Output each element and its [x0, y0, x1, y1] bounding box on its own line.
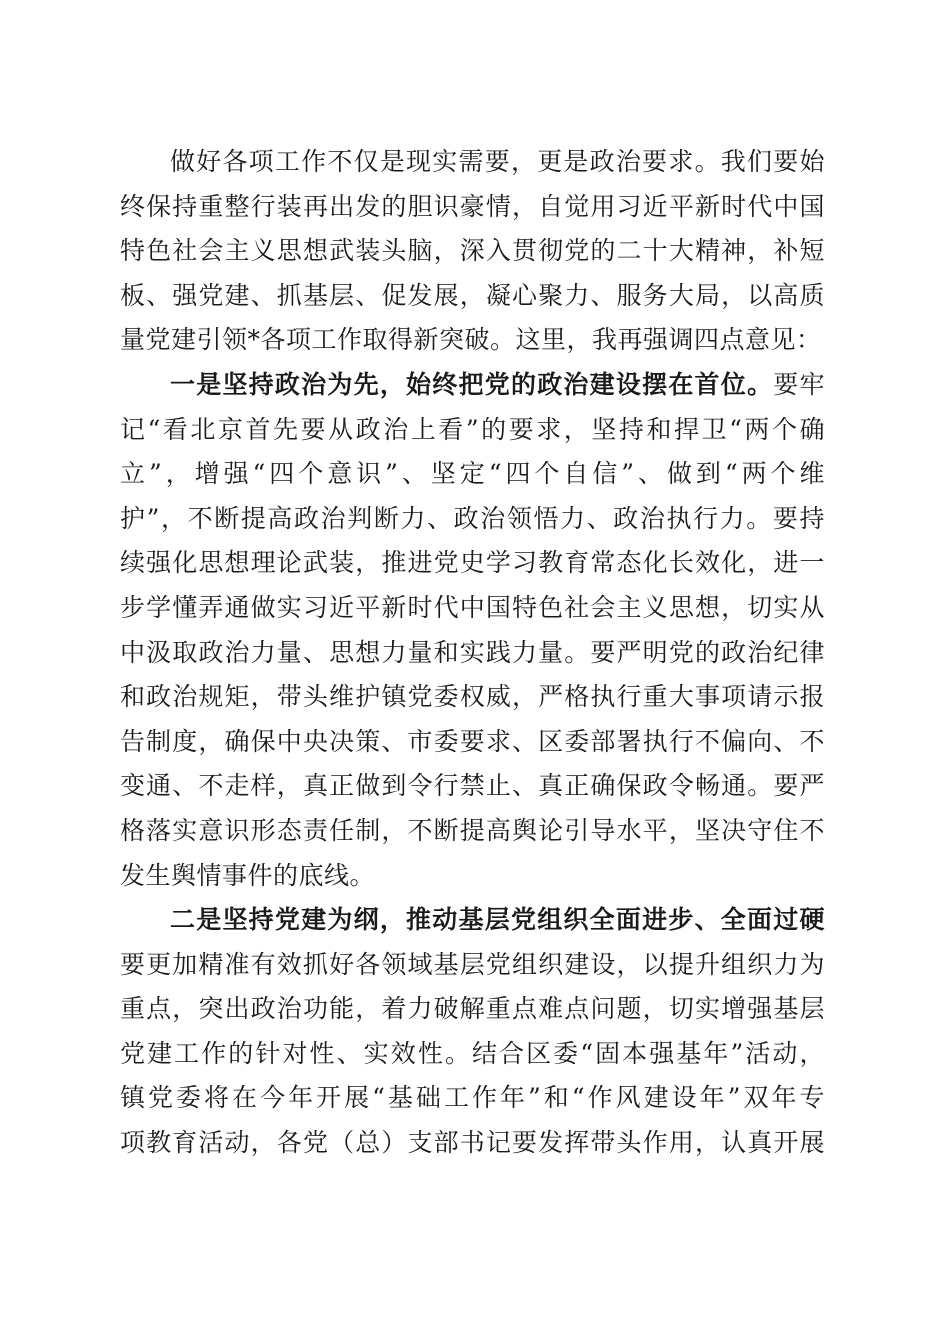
- paragraph-point-one: [120, 363, 825, 898]
- text-line: 步学懂弄通做实习近平新时代中国特色社会主义思想，切实从: [120, 592, 825, 622]
- text-line: 告制度，确保中央决策、市委要求、区委部署执行不偏向、不: [120, 726, 825, 756]
- text-line: 镇党委将在今年开展“基础工作年”和“作风建设年”双年专: [120, 1083, 825, 1113]
- text-line: 党建工作的针对性、实效性。结合区委“固本强基年”活动，: [120, 1038, 825, 1068]
- text-line: 和政治规矩，带头维护镇党委权威，严格执行重大事项请示报: [120, 682, 825, 712]
- paragraph-intro: [120, 140, 825, 363]
- text-line-with-lead: [120, 363, 825, 408]
- text-line: 做好各项工作不仅是现实需要，更是政治要求。我们要始: [170, 147, 825, 176]
- text-line: 变通、不走样，真正做到令行禁止、真正确保政令畅通。要严: [120, 771, 825, 801]
- text-line: 终保持重整行装再出发的胆识豪情，自觉用习近平新时代中国: [120, 191, 825, 221]
- text-line: 项教育活动，各党（总）支部书记要发挥带头作用，认真开展: [120, 1128, 825, 1158]
- text-line: 续强化思想理论武装，推进党史学习教育常态化长效化，进一: [120, 548, 825, 578]
- text-line: 立”，增强“四个意识”、坚定“四个自信”、做到“两个维: [120, 459, 825, 489]
- paragraph-lead-heading: 一是坚持政治为先，始终把党的政治建设摆在首位。: [170, 369, 774, 399]
- text-line-with-lead: [120, 898, 825, 943]
- text-line: 护”，不断提高政治判断力、政治领悟力、政治执行力。要持: [120, 503, 825, 533]
- text-line: 特色社会主义思想武装头脑，深入贯彻党的二十大精神，补短: [120, 236, 825, 266]
- document-page: [120, 140, 825, 1166]
- lead-line-rest: 要牢: [773, 369, 825, 399]
- paragraph-lead-heading: 二是坚持党建为纲，推动基层党组织全面进步、全面过硬: [170, 905, 825, 935]
- text-line: 记“看北京首先要从政治上看”的要求，坚持和捍卫“两个确: [120, 414, 825, 444]
- text-line: 重点，突出政治功能，着力破解重点难点问题，切实增强基层: [120, 994, 825, 1024]
- text-line: 中汲取政治力量、思想力量和实践力量。要严明党的政治纪律: [120, 637, 825, 667]
- text-line: 要更加精准有效抓好各领域基层党组织建设，以提升组织力为: [120, 949, 825, 979]
- text-line: 板、强党建、抓基层、促发展，凝心聚力、服务大局，以高质: [120, 280, 825, 310]
- text-line: 格落实意识形态责任制，不断提高舆论引导水平，坚决守住不: [120, 815, 825, 845]
- paragraph-point-two: [120, 898, 825, 1166]
- text-line: 发生舆情事件的底线。: [120, 860, 376, 890]
- text-line: 量党建引领*各项工作取得新突破。这里，我再强调四点意见：: [120, 325, 822, 355]
